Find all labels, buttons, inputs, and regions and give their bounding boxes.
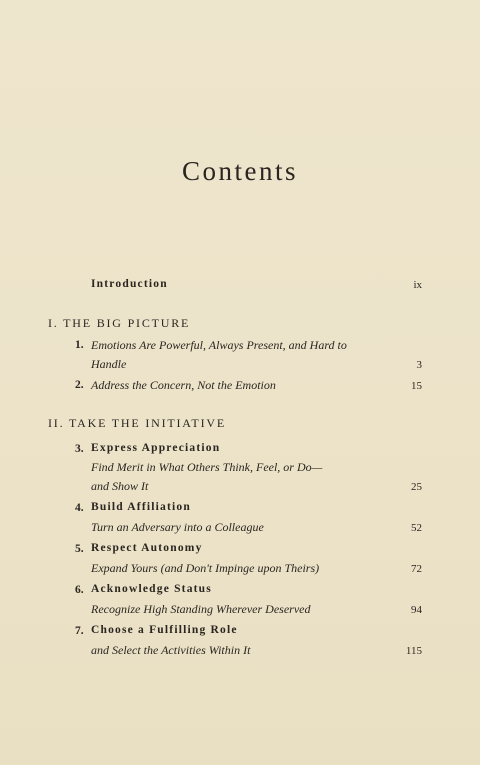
- toc-entry-3-line2: and Show It: [91, 479, 149, 493]
- page-title: Contents: [181, 156, 298, 186]
- toc-entry-1-line1: Emotions Are Powerful, Always Present, and Hard to: [91, 338, 347, 352]
- toc-entry-2-line1: Address the Concern, Not the Emotion: [91, 378, 276, 392]
- toc-entry-5-page: 72: [411, 563, 422, 575]
- toc-entry-2-page: 15: [411, 380, 422, 392]
- toc-entry-7-page: 115: [405, 645, 422, 657]
- toc-entry-6-number: 6.: [75, 584, 84, 596]
- toc-entry-3-number: 3.: [75, 443, 84, 455]
- toc-entry-3-title: Express Appreciation: [91, 442, 221, 454]
- toc-entry-1-page: 3: [416, 359, 422, 371]
- toc-introduction-page: ix: [413, 279, 422, 291]
- toc-entry-3-page: 25: [411, 481, 422, 493]
- toc-entry-3-line1: Find Merit in What Others Think, Feel, or Do—: [91, 460, 323, 474]
- toc-entry-4-title: Build Affiliation: [91, 501, 191, 513]
- toc-entry-5-title: Respect Autonomy: [91, 542, 203, 554]
- toc-introduction-label: Introduction: [91, 278, 168, 290]
- part-heading-2: II. TAKE THE INITIATIVE: [48, 416, 226, 430]
- toc-entry-6-page: 94: [411, 604, 422, 616]
- toc-entry-6-line1: Recognize High Standing Wherever Deserved: [91, 602, 311, 616]
- toc-entry-1-line2: Handle: [91, 357, 127, 371]
- toc-entry-1-number: 1.: [75, 339, 84, 351]
- toc-entry-7-title: Choose a Fulfilling Role: [91, 624, 238, 636]
- toc-entry-2-number: 2.: [75, 379, 84, 391]
- toc-entry-4-page: 52: [411, 522, 422, 534]
- toc-entry-5-number: 5.: [75, 543, 84, 555]
- toc-entry-7-line1: and Select the Activities Within It: [91, 643, 251, 657]
- part-heading-1: I. THE BIG PICTURE: [48, 316, 191, 330]
- toc-entry-7-number: 7.: [75, 625, 84, 637]
- toc-entry-5-line1: Expand Yours (and Don't Impinge upon Theirs): [91, 561, 320, 575]
- toc-entry-6-title: Acknowledge Status: [91, 583, 212, 595]
- toc-entry-4-number: 4.: [75, 502, 84, 514]
- toc-entry-4-line1: Turn an Adversary into a Colleague: [91, 520, 264, 534]
